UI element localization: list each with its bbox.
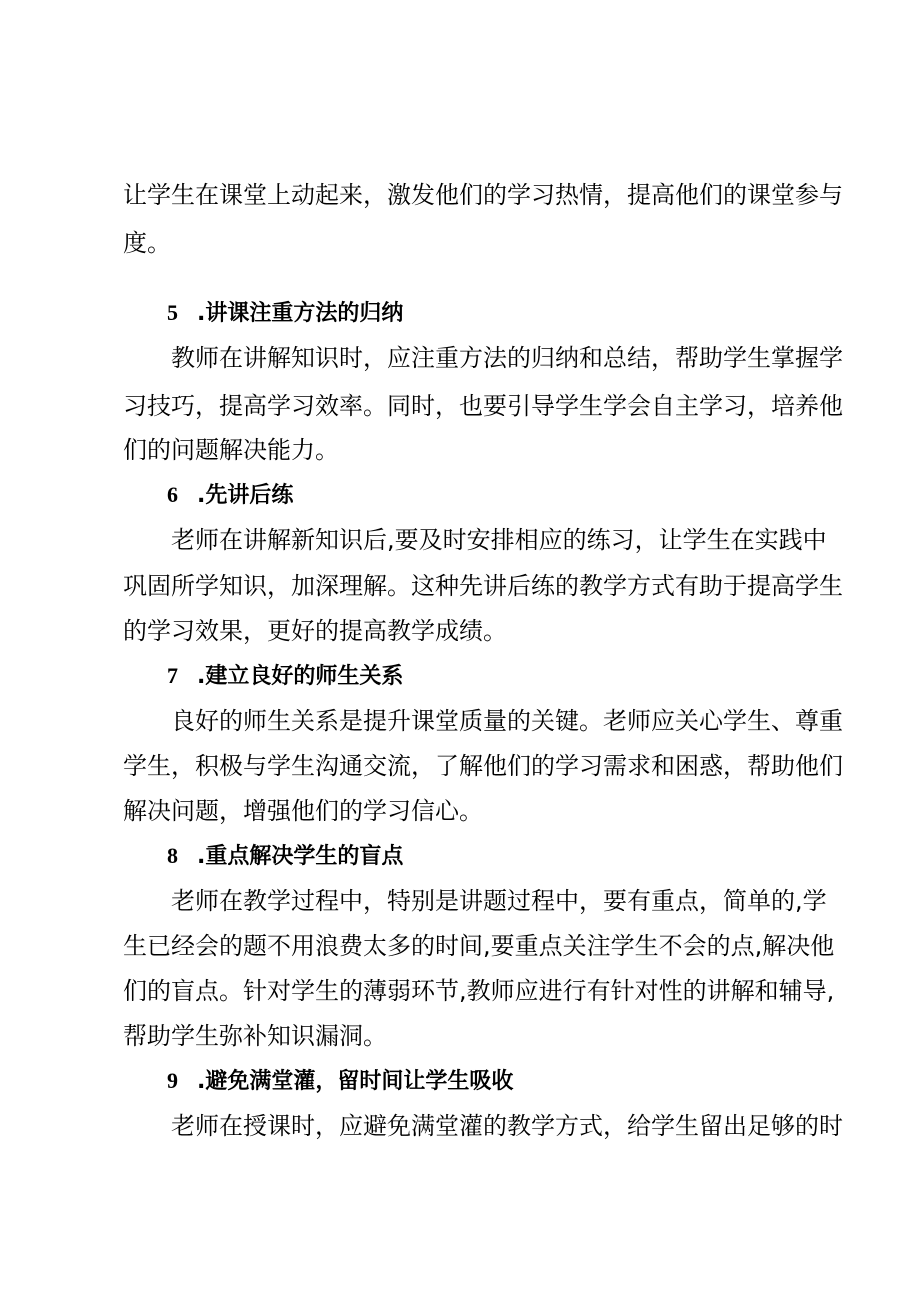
paragraph-line: 良好的师生关系是提升课堂质量的关键。老师应关心学生、尊重 [171,707,843,735]
paragraph-line: 巩固所学知识，加深理解。这种先讲后练的教学方式有助于提高学生 [123,572,843,600]
paragraph-line: 们的问题解决能力。 [123,436,339,464]
section-heading-9 [167,1066,513,1097]
section-number: 9 [167,1068,178,1093]
section-title: .先讲后练 [197,483,294,508]
section-number: 7 [167,663,178,688]
section-heading-5 [167,298,403,329]
section-title: .避免满堂灌，留时间让学生吸收 [197,1069,514,1094]
section-heading-7 [167,661,403,692]
paragraph-line: 解决问题，增强他们的学习信心。 [123,797,483,825]
paragraph-line: 习技巧，提高学习效率。同时，也要引导学生学会自主学习，培养他 [123,392,843,420]
section-title: .建立良好的师生关系 [197,664,404,689]
paragraph-line: 教师在讲解知识时，应注重方法的归纳和总结，帮助学生掌握学 [171,344,843,372]
paragraph-line: 老师在讲解新知识后,要及时安排相应的练习，让学生在实践中 [171,526,827,554]
paragraph-line: 生已经会的题不用浪费太多的时间,要重点关注学生不会的点,解决他 [123,932,835,960]
section-number: 6 [167,482,178,507]
paragraph-line: 学生，积极与学生沟通交流，了解他们的学习需求和困惑，帮助他们 [123,752,843,780]
paragraph-line: 们的盲点。针对学生的薄弱环节,教师应进行有针对性的讲解和辅导, [123,977,835,1005]
intro-line: 度。 [123,229,171,257]
paragraph-line: 老师在教学过程中，特别是讲题过程中，要有重点，简单的,学 [171,887,827,915]
paragraph-line: 的学习效果，更好的提高教学成绩。 [123,617,507,645]
paragraph-line: 老师在授课时，应避免满堂灌的教学方式，给学生留出足够的时 [171,1112,843,1140]
intro-line: 让学生在课堂上动起来，激发他们的学习热情，提高他们的课堂参与 [123,181,843,209]
section-title: .重点解决学生的盲点 [197,844,404,869]
section-title: .讲课注重方法的归纳 [197,301,404,326]
section-heading-6 [167,480,293,511]
paragraph-line: 帮助学生弥补知识漏洞。 [123,1022,387,1050]
section-heading-8 [167,841,403,872]
section-number: 8 [167,843,178,868]
section-number: 5 [167,300,178,325]
